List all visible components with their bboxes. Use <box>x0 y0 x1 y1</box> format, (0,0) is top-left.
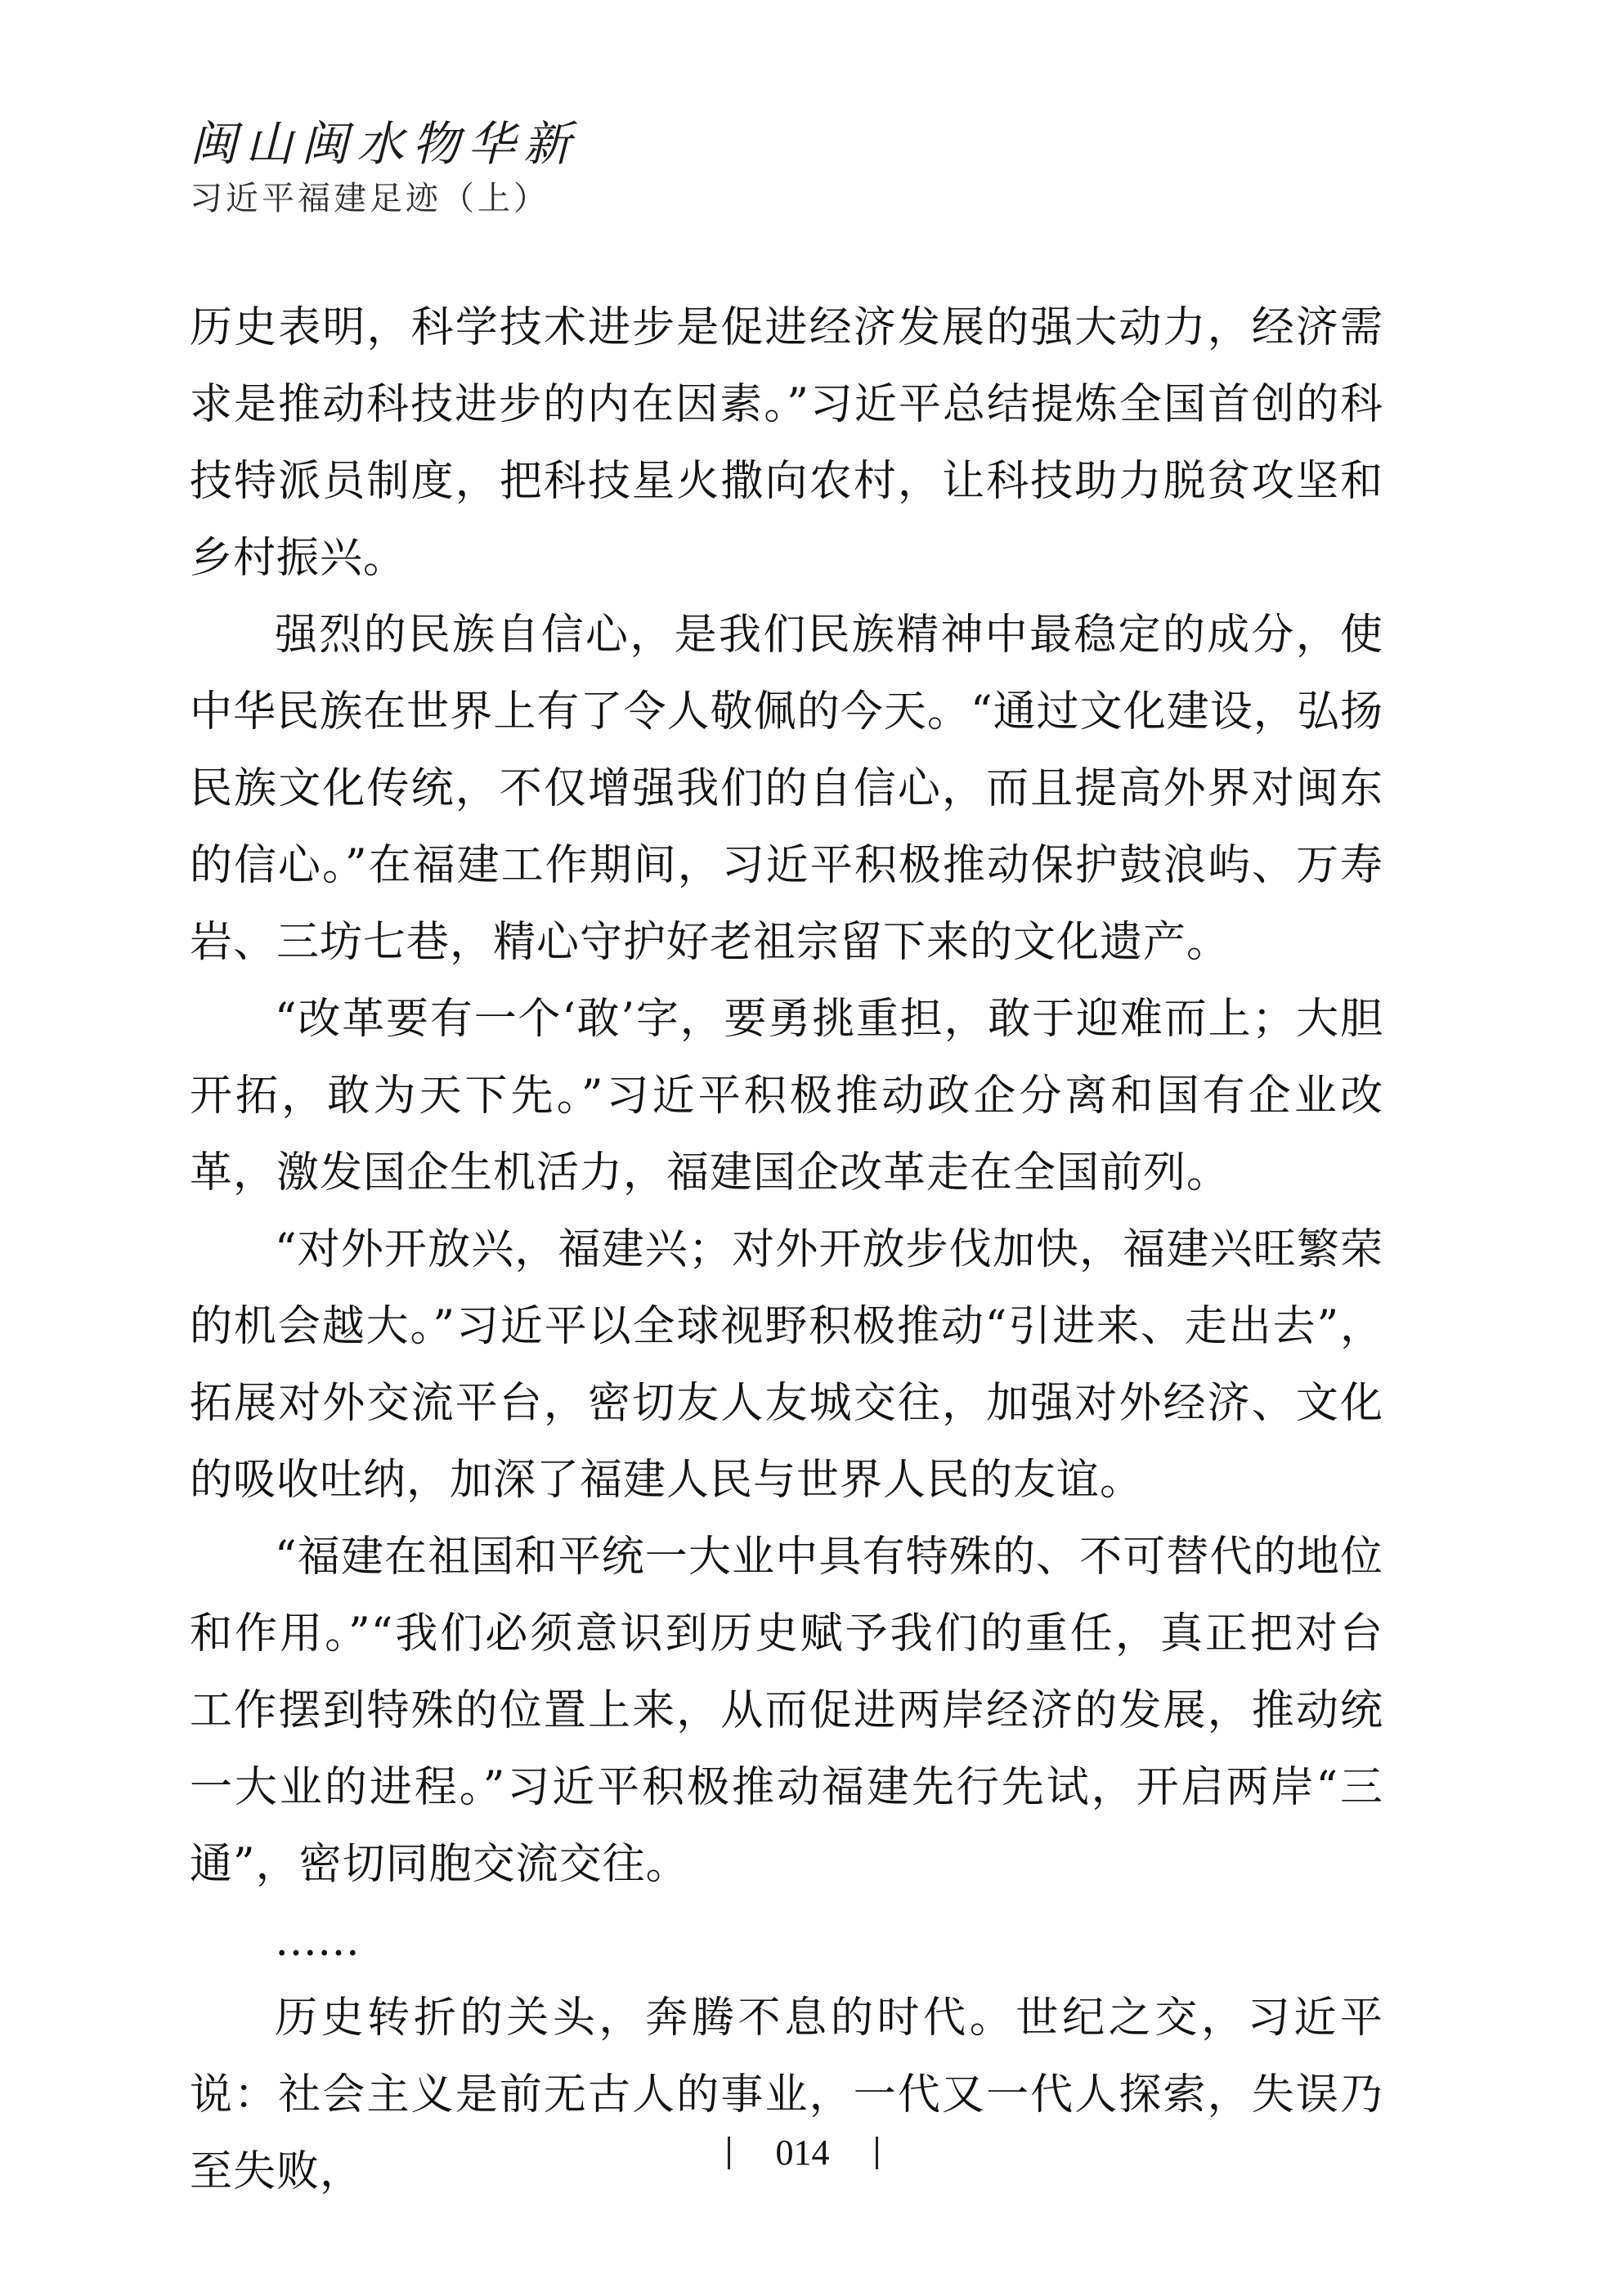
paragraph-3: “改革要有一个‘敢’字，要勇挑重担，敢于迎难而上；大胆开拓，敢为天下先。”习近平积极推动政企分离和国有企业改革，激发国企生机活力，福建国企改革走在全国前列。 <box>190 995 1383 1197</box>
ellipsis-line: …… <box>275 1917 360 1966</box>
page-number: 014 <box>775 2132 830 2173</box>
running-head <box>190 114 926 219</box>
footer-bar-right <box>876 2137 878 2169</box>
book-title: 闽山闽水物华新 <box>190 116 580 172</box>
paragraph-5: “福建在祖国和平统一大业中具有特殊的、不可替代的地位和作用。”“我们必须意识到历史赋予我们的重任，真正把对台工作摆到特殊的位置上来，从而促进两岸经济的发展，推动统一大业的进程。”习近平积极推动福建先行先试，开启两岸“三通”，密切同胞交流交往。 <box>190 1533 1383 1889</box>
page-footer <box>0 2125 1605 2177</box>
footer-bar-left <box>728 2137 730 2169</box>
paragraph-2: 强烈的民族自信心，是我们民族精神中最稳定的成分，使中华民族在世界上有了令人敬佩的今天。“通过文化建设，弘扬民族文化传统，不仅增强我们的自信心，而且提高外界对闽东的信心。”在福建工作期间，习近平积极推动保护鼓浪屿、万寿岩、三坊七巷，精心守护好老祖宗留下来的文化遗产。 <box>190 611 1383 967</box>
book-subtitle: 习近平福建足迹（上） <box>190 180 549 217</box>
paragraph-4: “对外开放兴，福建兴；对外开放步伐加快，福建兴旺繁荣的机会越大。”习近平以全球视野积极推动“引进来、走出去”，拓展对外交流平台，密切友人友城交往，加强对外经济、文化的吸收吐纳，加深了福建人民与世界人民的友谊。 <box>190 1225 1383 1505</box>
body-text <box>190 289 1383 2210</box>
paragraph-1: 历史表明，科学技术进步是促进经济发展的强大动力，经济需求是推动科技进步的内在因素。”习近平总结提炼全国首创的科技特派员制度，把科技星火撒向农村，让科技助力脱贫攻坚和乡村振兴。 <box>190 303 1383 583</box>
paragraph-closing: 历史转折的关头，奔腾不息的时代。世纪之交，习近平说：社会主义是前无古人的事业，一代又一代人探索，失误乃至失败， <box>190 1994 1383 2196</box>
